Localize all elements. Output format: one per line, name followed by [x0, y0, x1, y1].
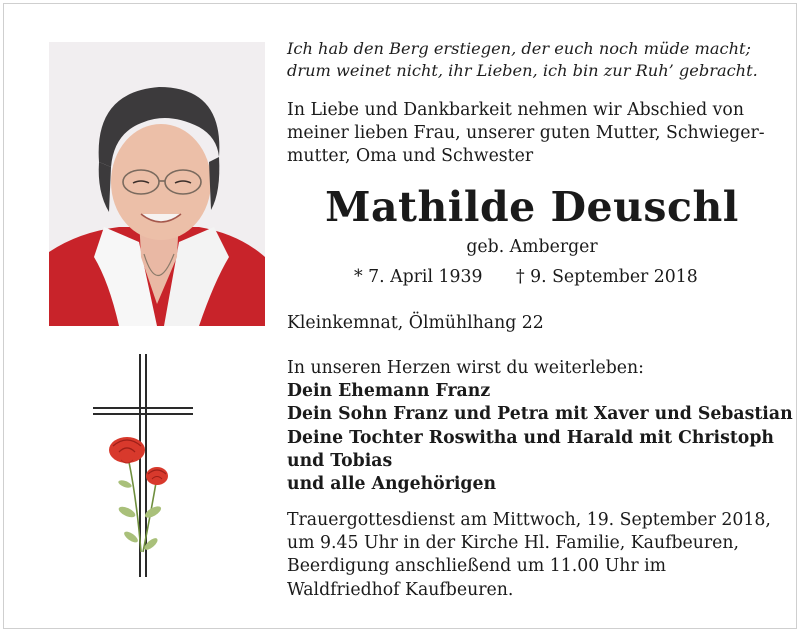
- mourner-line: Deine Tochter Roswitha und Harald mit Christoph: [287, 427, 774, 448]
- mourner-line: und Tobias: [287, 450, 393, 471]
- service-line: Waldfriedhof Kaufbeuren.: [287, 579, 514, 600]
- mourner-line: Dein Sohn Franz und Petra mit Xaver und Sebastian: [287, 404, 793, 425]
- verse-quote: [287, 38, 777, 82]
- intro-line: In Liebe und Dankbarkeit nehmen wir Abschied von: [287, 100, 744, 120]
- deceased-name: Mathilde Deuschl: [325, 183, 739, 231]
- cross-with-roses-icon: [89, 352, 199, 586]
- maiden-name: geb. Amberger: [466, 237, 598, 257]
- mourners-list: [287, 357, 792, 496]
- service-line: um 9.45 Uhr in der Kirche Hl. Familie, Kaufbeuren,: [287, 533, 740, 554]
- mourners-intro: In unseren Herzen wirst du weiterleben:: [287, 358, 644, 378]
- intro-line: mutter, Oma und Schwester: [287, 146, 534, 166]
- service-line: Beerdigung anschließend um 11.00 Uhr im: [287, 556, 667, 577]
- obituary-notice: [3, 3, 797, 629]
- address: Kleinkemnat, Ölmühlhang 22: [287, 313, 544, 333]
- funeral-service-info: [287, 509, 792, 602]
- mourner-line: und alle Angehörigen: [287, 474, 497, 495]
- farewell-intro: [287, 99, 787, 168]
- verse-line: Ich hab den Berg erstiegen, der euch noch müde macht;: [287, 39, 751, 58]
- mourner-line: Dein Ehemann Franz: [287, 381, 491, 402]
- service-line: Trauergottesdienst am Mittwoch, 19. September 2018,: [287, 510, 771, 530]
- intro-line: meiner lieben Frau, unserer guten Mutter, Schwieger-: [287, 123, 765, 143]
- verse-line: drum weinet nicht, ihr Lieben, ich bin zur Ruh’ gebracht.: [287, 61, 758, 80]
- birth-date: * 7. April 1939: [354, 267, 483, 287]
- life-dates: [354, 266, 754, 289]
- death-date: † 9. September 2018: [515, 267, 698, 287]
- portrait-photo: [49, 42, 265, 326]
